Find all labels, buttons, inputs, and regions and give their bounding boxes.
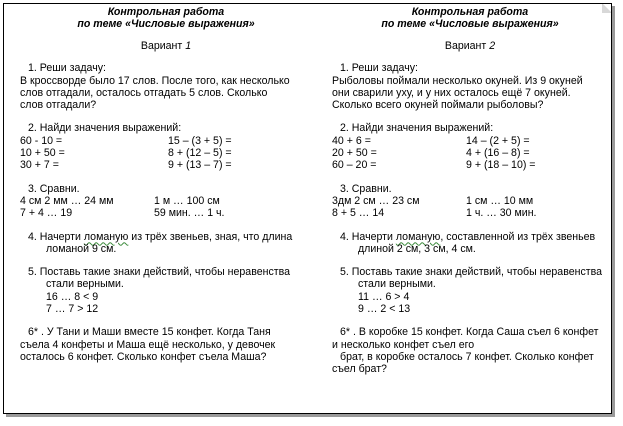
expressions-grid — [332, 135, 608, 172]
task-text-line: стали верными. — [358, 278, 436, 291]
task-4 — [20, 231, 312, 256]
task-heading: 5. Поставь такие знаки действий, чтобы неравенства — [28, 266, 290, 279]
task-5 — [20, 266, 312, 315]
task-heading: 2. Найди значения выражений: — [28, 122, 182, 135]
task-heading: 2. Найди значения выражений: — [340, 122, 494, 135]
task-6 — [332, 326, 608, 375]
underlined-word: ломаную — [395, 230, 441, 243]
task-text: из трёх звеньев, зная, что длина — [128, 230, 293, 243]
comparison: 59 мин. … 1 ч. — [154, 207, 225, 220]
task-text-line: длиной 2 см, 3 см, 4 см. — [358, 242, 476, 255]
task-text-line: стали верными. — [46, 278, 124, 291]
inequality: 16 … 8 < 9 — [46, 290, 99, 303]
expression: 4 + (16 – 8) = — [466, 147, 530, 160]
task-text-line: Рыболовы поймали несколько окуней. Из 9 окуней — [332, 74, 583, 87]
expression: 15 – (3 + 5) = — [168, 134, 232, 147]
variant-heading — [332, 40, 608, 52]
variant-label: Вариант — [140, 40, 186, 52]
task-text: 4. Начерти — [28, 230, 84, 243]
variant-number: 1 — [185, 40, 192, 52]
variant-2-column — [332, 6, 608, 376]
task-text-line: 6* . В коробке 15 конфет. Когда Саша съел 6 конфет — [340, 326, 599, 339]
task-text-line: В кроссворде было 17 слов. После того, как несколько — [20, 74, 290, 87]
task-heading: 1. Реши задачу: — [340, 62, 418, 75]
task-4 — [332, 231, 608, 256]
compare-grid — [332, 195, 608, 220]
expression: 10 + 50 = — [20, 147, 65, 160]
compare-grid — [20, 195, 312, 220]
task-5 — [332, 266, 608, 315]
task-1 — [332, 62, 608, 111]
task-2 — [332, 122, 608, 171]
task-text-line: и несколько конфет съел его — [332, 338, 475, 351]
expression: 20 + 50 = — [332, 147, 377, 160]
task-text-line: съел брат? — [332, 363, 387, 376]
task-heading: 5. Поставь такие знаки действий, чтобы неравенства — [340, 266, 602, 279]
expressions-grid — [20, 135, 312, 172]
expression: 9 + (13 – 7) = — [168, 159, 232, 172]
expression: 60 - 10 = — [20, 134, 63, 147]
comparison: 1 ч. … 30 мин. — [466, 207, 537, 220]
task-text: , составленной из трёх звеньев — [440, 230, 596, 243]
comparison: 3дм 2 см … 23 см — [332, 194, 420, 207]
task-text-line: съела 4 конфеты и Маша ещё несколько, у девочек — [20, 338, 276, 351]
expression: 40 + 6 = — [332, 134, 371, 147]
expression: 30 + 7 = — [20, 159, 59, 172]
underlined-word: ломаную — [83, 230, 129, 243]
variant-heading — [20, 40, 312, 52]
variant-number: 2 — [489, 40, 496, 52]
task-heading: 3. Сравни. — [340, 182, 392, 195]
task-6 — [20, 326, 312, 363]
task-text-line: ломаной 9 см. — [46, 242, 117, 255]
task-1 — [20, 62, 312, 111]
task-heading: 1. Реши задачу: — [28, 62, 106, 75]
task-heading — [20, 231, 312, 243]
task-heading — [332, 231, 608, 243]
worksheet-frame — [3, 3, 612, 414]
variant-1-column — [20, 6, 312, 363]
task-3 — [332, 183, 608, 220]
comparison: 1 м … 100 см — [154, 194, 220, 207]
task-text-line: брат, в коробке осталось 7 конфет. Сколько конфет — [340, 350, 594, 363]
task-heading: 3. Сравни. — [28, 182, 80, 195]
task-text: 4. Начерти — [340, 230, 396, 243]
comparison: 1 см … 10 мм — [466, 194, 534, 207]
task-text-line: 6* . У Тани и Маши вместе 15 конфет. Когда Таня — [28, 326, 271, 339]
task-text-line: осталось 6 конфет. Сколько конфет съела Маша? — [20, 350, 267, 363]
comparison: 4 см 2 мм … 24 мм — [20, 194, 114, 207]
comparison: 7 + 4 … 19 — [20, 207, 73, 220]
task-text-line: Сколько всего окуней поймали рыболовы? — [332, 99, 544, 112]
inequality: 9 … 2 < 13 — [358, 303, 411, 316]
task-text-line: слов отгадали, осталось отгадать 5 слов. Сколько — [20, 86, 268, 99]
variant-label: Вариант — [444, 40, 490, 52]
title-line-1: Контрольная работа — [411, 6, 529, 18]
inequality: 7 … 7 > 12 — [46, 303, 99, 316]
title-line-2: по теме «Числовые выражения» — [381, 18, 559, 30]
task-text-line: они сварили уху, и у них осталось ещё 7 окуней. — [332, 86, 571, 99]
expression: 8 + (12 – 5) = — [168, 147, 232, 160]
expression: 60 – 20 = — [332, 159, 377, 172]
comparison: 8 + 5 … 14 — [332, 207, 385, 220]
task-text-line: слов отгадали? — [20, 99, 97, 112]
expression: 14 – (2 + 5) = — [466, 134, 530, 147]
inequality: 11 … 6 > 4 — [358, 290, 410, 303]
task-2 — [20, 122, 312, 171]
task-3 — [20, 183, 312, 220]
title-line-2: по теме «Числовые выражения» — [77, 18, 255, 30]
expression: 9 + (18 – 10) = — [466, 159, 536, 172]
title-line-1: Контрольная работа — [107, 6, 225, 18]
